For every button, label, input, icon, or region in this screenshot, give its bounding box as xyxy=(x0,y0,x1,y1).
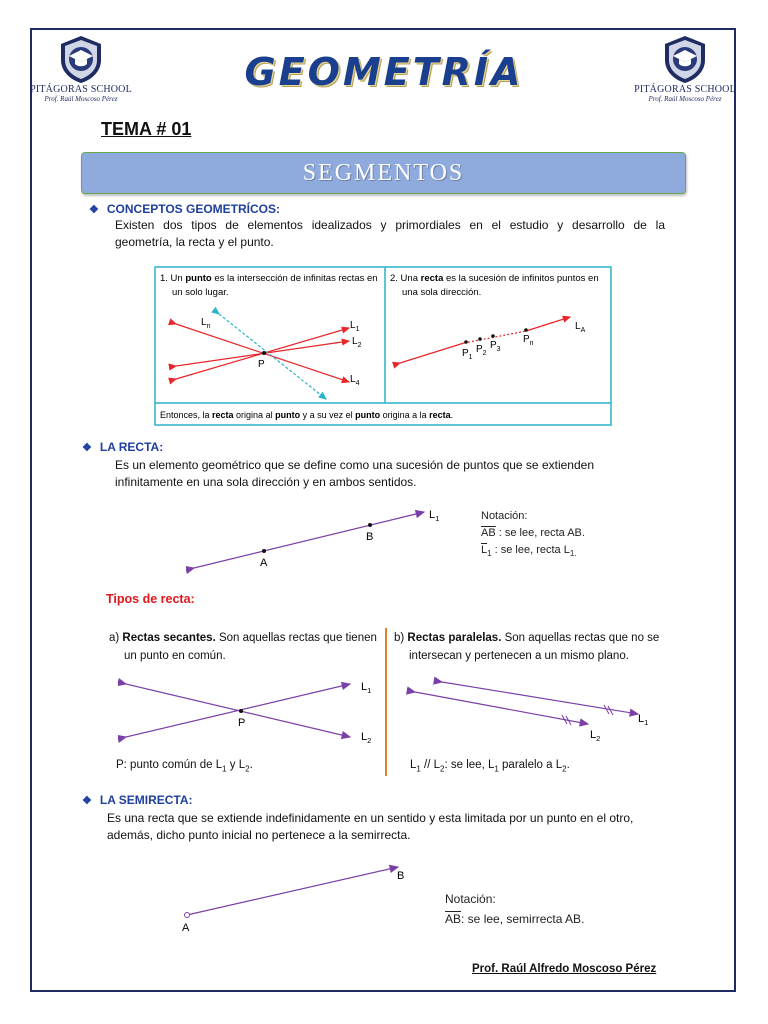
notation-text: : se lee, recta AB. xyxy=(495,527,585,539)
semirecta-text-line2: además, dicho punto inicial no pertenece a la semirrecta. xyxy=(107,828,411,842)
section-heading-recta xyxy=(82,440,163,454)
caption-sub: 1 xyxy=(222,764,227,774)
notation-text: : se lee, semirrecta AB. xyxy=(461,912,585,926)
semirecta-figure xyxy=(176,860,416,935)
tipos-heading: Tipos de recta: xyxy=(106,592,195,606)
secantes-figure xyxy=(118,670,388,750)
notation-symbol-l: $\overline{L}$ xyxy=(481,544,488,556)
semirecta-text-line1: Es una recta que se extiende indefinidamente en un sentido y esta limitada por un punto en el otro, xyxy=(107,811,634,825)
semirecta-notation xyxy=(445,889,584,929)
point-p3 xyxy=(491,334,495,338)
label-l2: $L_2$ xyxy=(590,729,601,743)
recta-text-line2: una sola dirección. xyxy=(402,287,482,298)
prefix: a) xyxy=(109,632,123,644)
paralelas-text xyxy=(394,629,659,665)
secantes-desc-1: Son aquellas rectas que tienen xyxy=(215,632,377,644)
prefix: b) xyxy=(394,632,408,644)
secantes-title: Rectas secantes. xyxy=(122,632,216,644)
caption-sub: 2 xyxy=(440,764,445,774)
notation-sub-end: 1. xyxy=(569,549,577,559)
point-p2 xyxy=(478,337,482,341)
paralelas-desc-2: intersecan y pertenecen a un mismo plano. xyxy=(409,650,629,662)
secantes-caption xyxy=(116,757,253,777)
label-a: A xyxy=(260,557,268,569)
recta-figure xyxy=(186,505,456,575)
caption-sub: 1 xyxy=(416,764,421,774)
caption-sub: 2 xyxy=(245,764,250,774)
caption-sub: 2 xyxy=(562,764,567,774)
recta-text-line1: Es un elemento geométrico que se define como una sucesión de puntos que se extienden xyxy=(115,458,594,472)
label-l1: $L_1$ xyxy=(350,320,360,333)
tema-heading: TEMA # 01 xyxy=(101,119,192,139)
recta-text-line2: infinitamente en una sola dirección y en ambos sentidos. xyxy=(115,475,417,489)
author-footer: Prof. Raúl Alfredo Moscoso Pérez xyxy=(472,963,657,975)
point-p1 xyxy=(464,340,468,344)
heading-text: LA SEMIRECTA: xyxy=(99,793,193,807)
label-l1: $L_1$ xyxy=(429,509,440,523)
notation-line-ab xyxy=(445,909,584,929)
point-a xyxy=(262,549,266,553)
notation-text: : se lee, recta L xyxy=(491,544,570,556)
label-b: B xyxy=(397,870,405,882)
diagram-conclusion: Entonces, la recta origina al punto y a su vez el punto origina a la recta. xyxy=(160,410,454,420)
notation-sub: 1 xyxy=(487,549,492,559)
point-p xyxy=(262,351,266,355)
label-a: A xyxy=(182,922,190,934)
paralelas-caption xyxy=(410,757,570,777)
paralelas-title: Rectas paralelas. xyxy=(407,632,502,644)
heading-text: CONCEPTOS GEOMETRÍCOS: xyxy=(106,202,281,216)
caption-text: P: punto común de L xyxy=(116,759,223,771)
caption-text: y L xyxy=(226,759,246,771)
school-prof: Prof. Raúl Moscoso Pérez xyxy=(648,95,722,103)
conceptos-text-line1: Existen dos tipos de elementos idealizados y primordiales en el estudio y desarrollo de la xyxy=(115,218,665,232)
caption-sub: 1 xyxy=(494,764,499,774)
label-b: B xyxy=(366,531,374,543)
banner-text: SEGMENTOS xyxy=(302,160,465,186)
notation-line-l1 xyxy=(481,542,585,562)
caption-text: // L xyxy=(420,759,441,771)
section-heading-semirecta xyxy=(82,793,193,807)
caption-end: . xyxy=(566,759,570,771)
recta-notation xyxy=(481,508,585,562)
label-la: $L_A$ xyxy=(575,321,586,334)
label-l1: $L_1$ xyxy=(638,713,649,727)
diamond-bullet-icon: ❖ xyxy=(82,442,92,454)
punto-recta-diagram xyxy=(154,266,612,426)
diamond-bullet-icon: ❖ xyxy=(89,204,99,216)
caption-l: L xyxy=(410,759,417,771)
point-pn xyxy=(524,328,528,332)
page-title: GEOMETRÍA xyxy=(244,50,524,94)
label-pn: $P_n$ xyxy=(523,334,534,347)
secantes-desc-2: un punto en común. xyxy=(124,650,226,662)
caption-text: paralelo a L xyxy=(498,759,563,771)
line-l2 xyxy=(415,692,588,724)
label-p2: $P_2$ xyxy=(476,344,487,357)
line-l1 xyxy=(442,682,638,714)
line-recta xyxy=(194,512,424,568)
caption-text: : se lee, L xyxy=(444,759,495,771)
secantes-text xyxy=(109,629,377,665)
label-p: P xyxy=(258,359,265,370)
notation-title: Notación: xyxy=(481,510,528,522)
punto-text-line1: 1. Un punto es la intersección de infinitas rectas en xyxy=(160,273,378,284)
school-name: PITÁGORAS SCHOOL xyxy=(30,84,132,95)
label-p1: $P_1$ xyxy=(462,348,473,361)
punto-text-line2: un solo lugar. xyxy=(172,287,229,298)
point-p xyxy=(239,709,243,713)
label-l2: $L_2$ xyxy=(352,336,362,349)
conceptos-text-line2: geometría, la recta y el punto. xyxy=(115,235,274,249)
section-banner xyxy=(81,152,686,194)
paralelas-figure xyxy=(400,670,650,745)
label-l1: $L_1$ xyxy=(361,681,372,695)
caption-end: . xyxy=(249,759,253,771)
notation-symbol-ab: $\overline{AB}$ xyxy=(445,912,462,926)
notation-symbol-ab: $\overline{AB}$ xyxy=(481,527,496,539)
diamond-bullet-icon: ❖ xyxy=(82,795,92,807)
notation-title: Notación: xyxy=(445,892,496,906)
school-name: PITÁGORAS SCHOOL xyxy=(634,84,736,95)
label-l2: $L_2$ xyxy=(361,731,372,745)
notation-line-ab xyxy=(481,525,585,542)
line-semirecta xyxy=(187,867,398,915)
label-ln: $L_n$ xyxy=(201,317,211,330)
label-p: P xyxy=(238,717,246,729)
point-b xyxy=(368,523,372,527)
label-l4: $L_4$ xyxy=(350,374,360,387)
label-p3: $P_3$ xyxy=(490,340,501,353)
recta-text-line1: 2. Una recta es la sucesión de infinitos puntos en xyxy=(390,273,599,284)
heading-text: LA RECTA: xyxy=(99,440,164,454)
school-prof: Prof. Raúl Moscoso Pérez xyxy=(44,95,118,103)
paralelas-desc-1: Son aquellas rectas que no se xyxy=(501,632,660,644)
section-heading-conceptos xyxy=(89,202,280,216)
point-a-open xyxy=(185,913,190,918)
